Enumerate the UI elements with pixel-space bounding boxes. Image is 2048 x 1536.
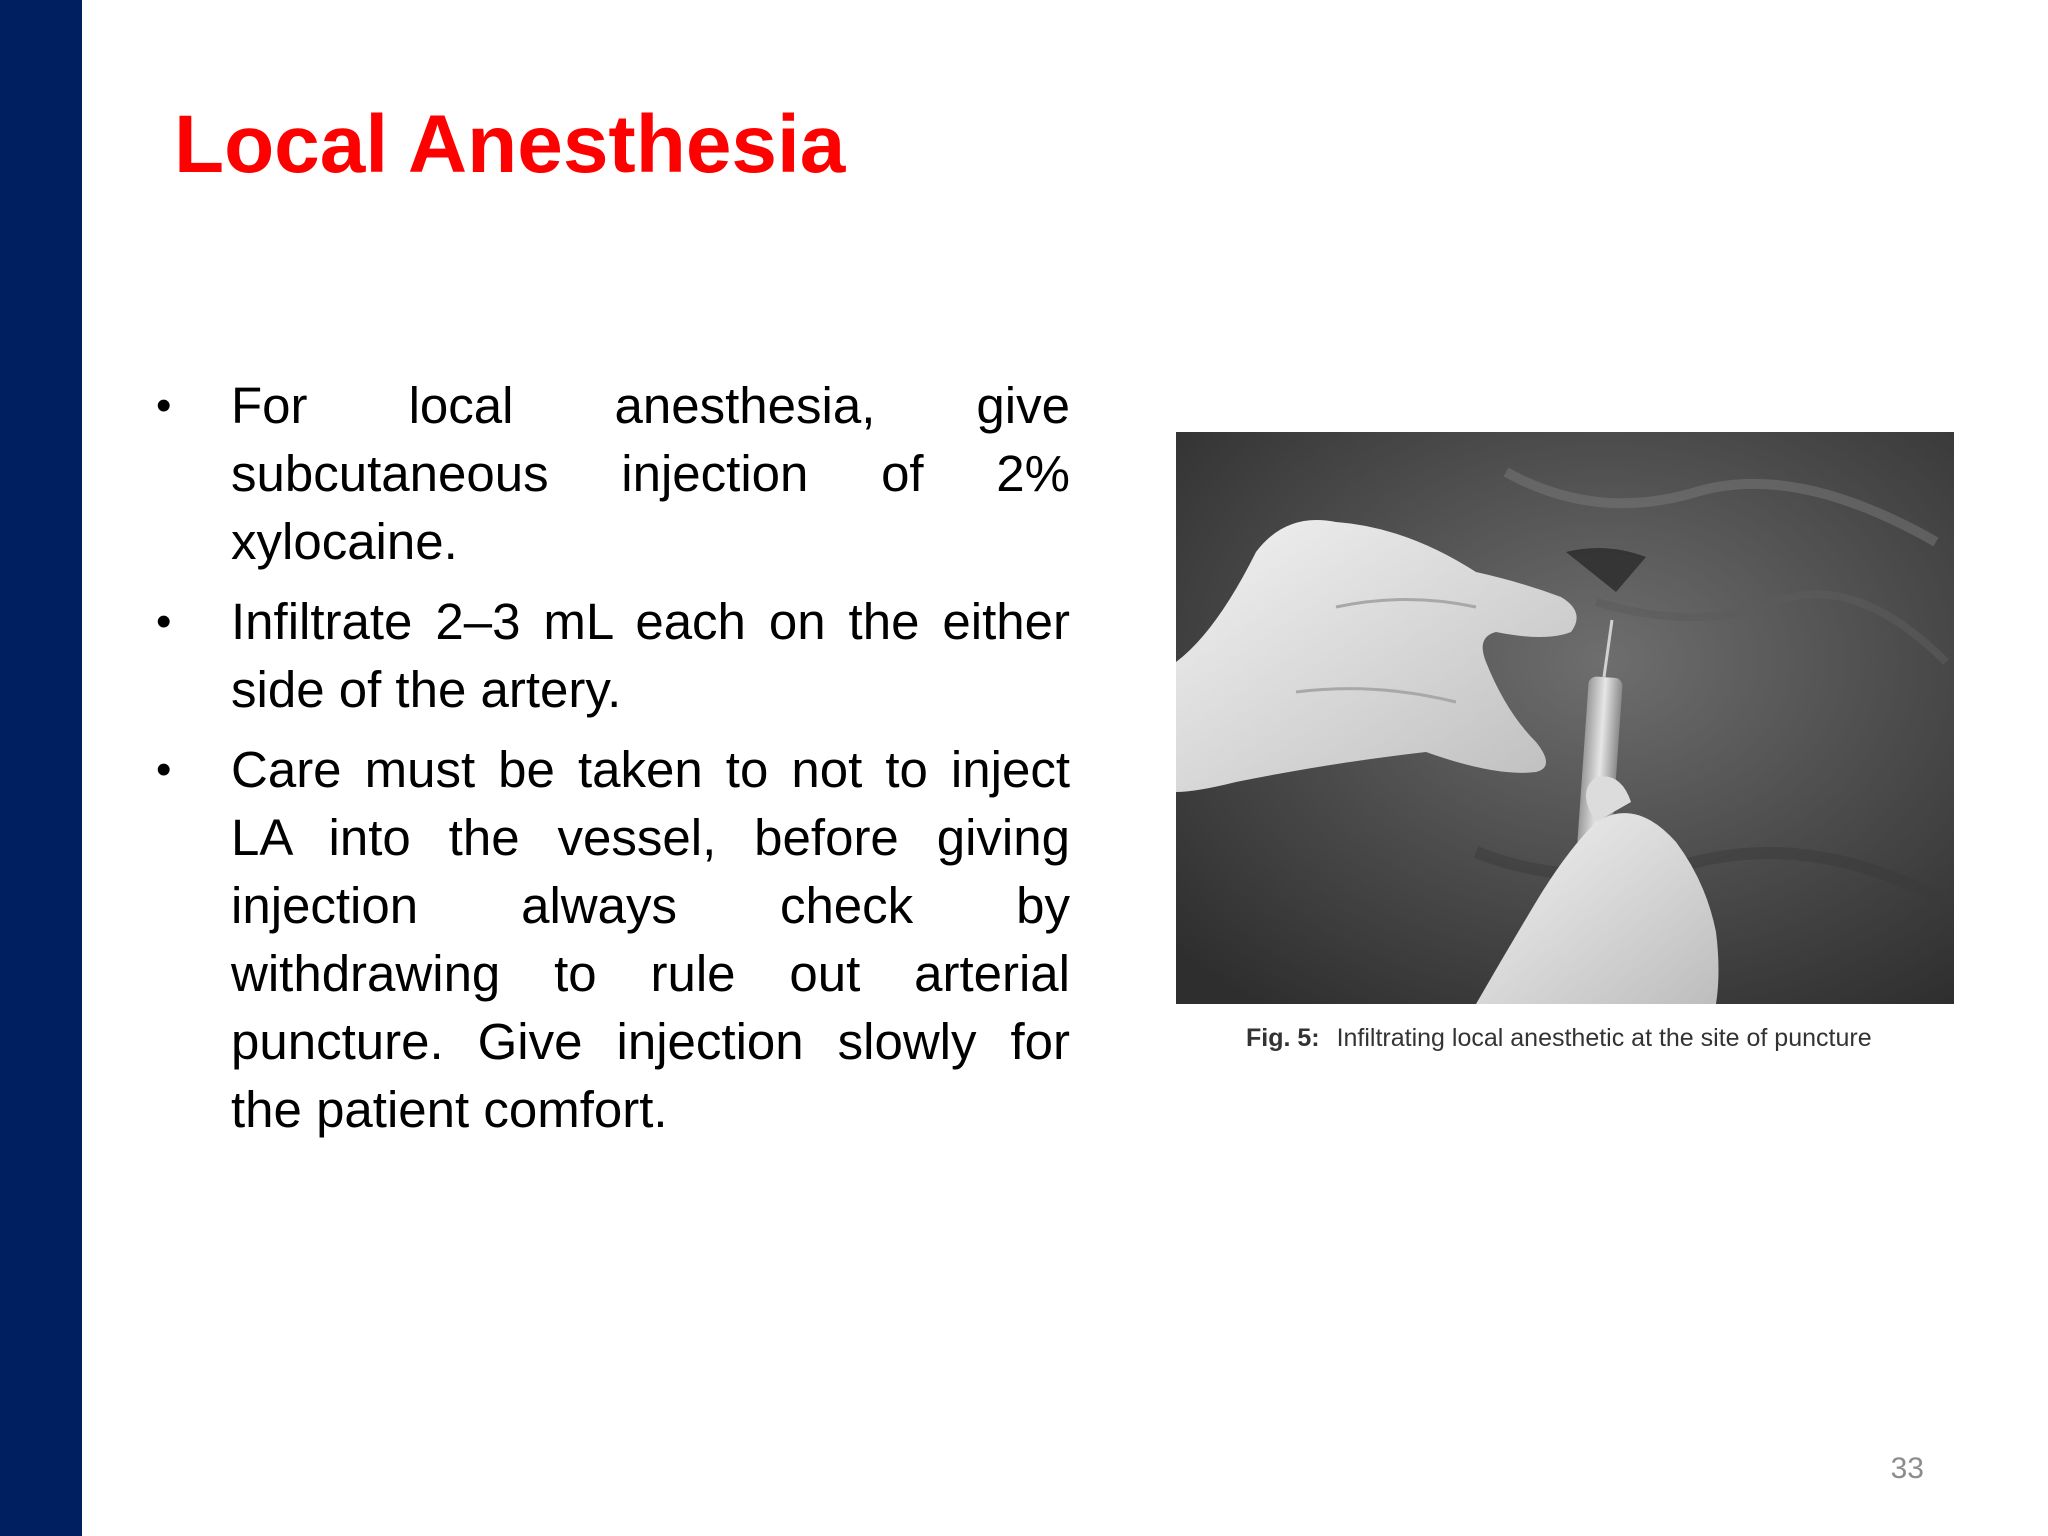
page-number: 33 [1890,1452,1924,1485]
figure-caption-text: Infiltrating local anesthetic at the site of puncture [1336,1024,1872,1052]
bullet-list [140,372,1070,1156]
bullet-item [140,588,1070,724]
bullet-item [140,736,1070,1144]
procedure-photo [1176,432,1954,1004]
figure-label: Fig. 5: [1246,1024,1320,1052]
left-accent-bar [0,0,82,1536]
bullet-text: Infiltrate 2–3 mL each on the either side of the artery. [231,593,1070,718]
bullet-item [140,372,1070,576]
figure-caption [1176,1024,1954,1053]
slide-title: Local Anesthesia [174,99,846,190]
bullet-text: Care must be taken to not to inject LA into the vessel, before giving injection always check by withdrawing to rule out arterial puncture. Give injection slowly for the patient comfort. [231,741,1070,1138]
figure [1176,432,1954,1053]
bullet-text: For local anesthesia, give subcutaneous injection of 2% xylocaine. [231,377,1070,570]
bullet-dot-icon: • [156,381,172,430]
bullet-dot-icon: • [156,745,172,794]
bullet-dot-icon: • [156,597,172,646]
